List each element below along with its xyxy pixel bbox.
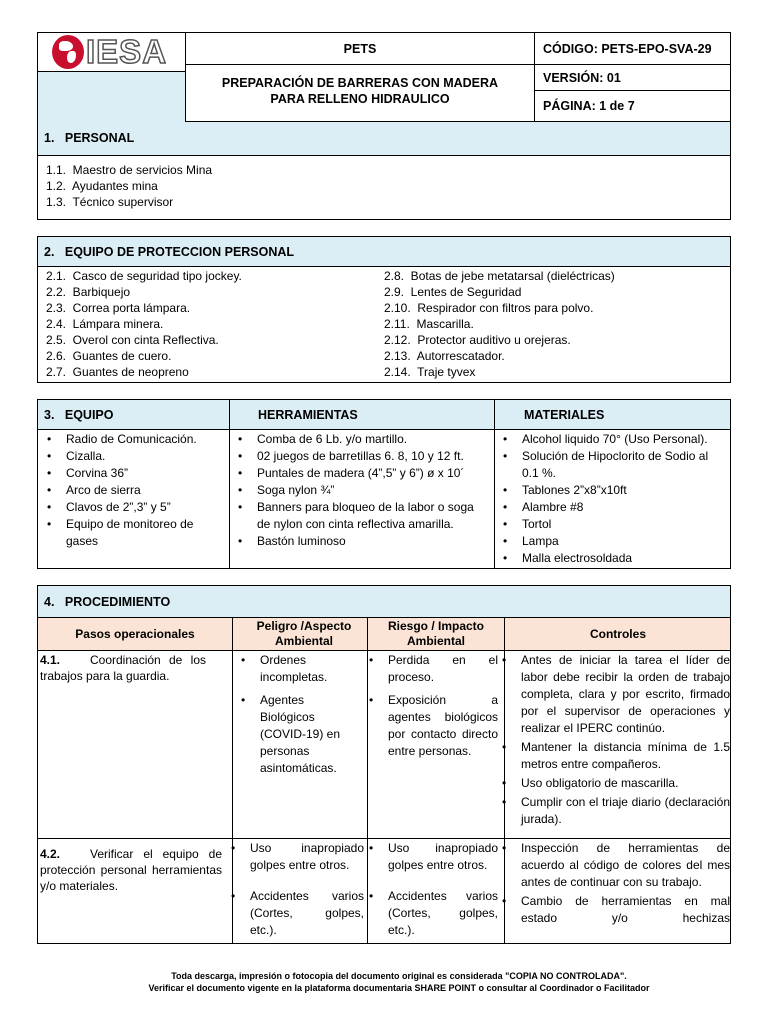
step-text <box>40 652 206 684</box>
risks-list <box>368 652 502 760</box>
col-divider <box>229 430 230 568</box>
doc-type: PETS <box>186 33 534 65</box>
herramienta-item: • Puntales de madera (4”,5” y 6”) ø x 10´ <box>257 465 493 482</box>
epp-item: 2.2. Barbiquejo <box>46 285 131 299</box>
herramienta-item: • Soga nylon ¾” <box>257 482 493 499</box>
control-item: • Inspección de herramientas de acuerdo al código de colores del mes antes de continuar con su trabajo. <box>521 840 730 891</box>
herramienta-item: • Comba de 6 Lb. y/o martillo. <box>257 431 493 448</box>
material-item: • Malla electrosoldada <box>522 550 726 567</box>
col-divider <box>232 618 233 650</box>
epp-item: 2.6. Guantes de cuero. <box>46 349 172 363</box>
section-2-header <box>37 236 731 267</box>
herramientas-title: HERRAMIENTAS <box>258 408 358 422</box>
th-peligro: Peligro /Aspecto Ambiental <box>256 619 352 648</box>
procedure-row <box>37 651 731 839</box>
section-3-col1-title <box>44 408 113 422</box>
epp-item: 2.1. Casco de seguridad tipo jockey. <box>46 269 242 283</box>
equipo-item: • Clavos de 2”,3” y 5” <box>66 499 216 516</box>
header-strip <box>37 122 731 156</box>
hazards-list <box>234 840 364 939</box>
col-divider <box>494 400 495 430</box>
epp-item: 2.7. Guantes de neopreno <box>46 365 189 379</box>
hazard-item: • Uso inapropiado golpes entre otros. <box>250 840 364 874</box>
th-controles: Controles <box>589 627 646 641</box>
risks-list <box>368 840 502 939</box>
step-description: Coordinación de los trabajos para la guardia. <box>40 653 206 683</box>
risk-item: • Accidentes varios (Cortes, golpes, etc.). <box>388 888 498 939</box>
epp-item: 2.14. Traje tyvex <box>384 365 476 379</box>
globe-logo-icon <box>52 35 84 69</box>
th-riesgo: Riesgo / Impacto Ambiental <box>387 619 485 648</box>
step-text <box>40 846 222 894</box>
section-1-body <box>37 156 731 220</box>
epp-item: 2.12. Protector auditivo u orejeras. <box>384 333 571 347</box>
equipo-item: • Arco de sierra <box>66 482 216 499</box>
herramientas-list <box>231 431 493 550</box>
epp-item: 2.5. Overol con cinta Reflectiva. <box>46 333 219 347</box>
col-divider <box>494 430 495 568</box>
col-divider <box>232 651 233 838</box>
personal-item: 1.2. Ayudantes mina <box>46 179 158 193</box>
section-4-header <box>37 585 731 618</box>
doc-version: VERSIÓN: 01 <box>534 65 731 91</box>
step-description: Verificar el equipo de protección personal herramientas y/o materiales. <box>40 847 222 893</box>
step-number: 4.2. <box>40 847 61 861</box>
materiales-list <box>496 431 726 567</box>
risk-item: • Uso inapropiado golpes entre otros. <box>388 840 498 874</box>
equipo-item: • Radio de Comunicación. <box>66 431 216 448</box>
material-item: • Lampa <box>522 533 726 550</box>
epp-item: 2.4. Lámpara minera. <box>46 317 164 331</box>
material-item: • Solución de Hipoclorito de Sodio al 0.1 %. <box>522 448 726 482</box>
epp-item: 2.10. Respirador con filtros para polvo. <box>384 301 594 315</box>
doc-page: PÁGINA: 1 de 7 <box>534 91 731 122</box>
control-item: • Antes de iniciar la tarea el líder de labor debe recibir la orden de trabajo completa, clara y por escrito, firmado por el supervisor de operaciones y realizar el IPERC continúo. <box>521 652 730 737</box>
equipo-title: EQUIPO <box>64 408 114 422</box>
hazards-list <box>234 652 350 777</box>
col-divider <box>367 618 368 650</box>
risk-item: • Perdida en el proceso. <box>388 652 498 686</box>
step-number: 4.1. <box>40 653 61 667</box>
doc-title-line2: PARA RELLENO HIDRAULICO <box>270 92 450 106</box>
equipo-list <box>40 431 216 550</box>
logo-text: IESA <box>86 33 168 70</box>
logo-lower-blue <box>38 71 186 122</box>
herramienta-item: • Banners para bloqueo de la labor o soga de nylon con cinta reflectiva amarilla. <box>257 499 477 533</box>
equipo-item: • Equipo de monitoreo de gases <box>66 516 216 550</box>
epp-left-list <box>46 268 376 380</box>
hazard-item: • Ordenes incompletas. <box>260 652 334 686</box>
section-3-body <box>37 430 731 569</box>
section-1-number: 1. <box>44 131 55 145</box>
procedure-table-header <box>37 618 731 651</box>
material-item: • Alcohol liquido 70° (Uso Personal). <box>522 431 726 448</box>
header-block <box>37 32 731 122</box>
section-4-number: 4. <box>44 595 55 609</box>
material-item: • Tablones 2”x8”x10ft <box>522 482 726 499</box>
col-divider <box>229 400 230 430</box>
section-1-title <box>44 131 134 145</box>
epp-item: 2.8. Botas de jebe metatarsal (dieléctricas) <box>384 269 615 283</box>
equipo-item: • Cizalla. <box>66 448 216 465</box>
hazard-item: • Agentes Biológicos (COVID-19) en personas asintomáticas. <box>260 692 350 777</box>
material-item: • Alambre #8 <box>522 499 726 516</box>
section-2-body <box>37 267 731 383</box>
herramienta-item: • 02 juegos de barretillas 6. 8, 10 y 12 ft. <box>257 448 493 465</box>
footer-line1: Toda descarga, impresión o fotocopia del documento original es considerada "COPIA NO CONTROLADA". <box>171 971 627 981</box>
controls-list <box>505 840 730 927</box>
procedure-row <box>37 839 731 944</box>
footer-line2: Verificar el documento vigente en la plataforma documentaria SHARE POINT o consultar al Coordinador o Facilitador <box>148 983 650 993</box>
equipo-item: • Corvina 36” <box>66 465 216 482</box>
doc-title-line1: PREPARACIÓN DE BARRERAS CON MADERA <box>221 76 499 90</box>
personal-item: 1.1. Maestro de servicios Mina <box>46 163 213 177</box>
herramienta-item: • Bastón luminoso <box>257 533 493 550</box>
section-2-number: 2. <box>44 245 55 259</box>
epp-item: 2.9. Lentes de Seguridad <box>384 285 522 299</box>
doc-code: CÓDIGO: PETS-EPO-SVA-29 <box>534 33 731 65</box>
doc-title <box>186 75 534 107</box>
section-1-label: PERSONAL <box>64 131 135 145</box>
epp-item: 2.3. Correa porta lámpara. <box>46 301 191 315</box>
section-3-header <box>37 399 731 430</box>
footer-notice <box>0 970 768 994</box>
logo-cell <box>38 33 186 71</box>
controls-list <box>505 652 730 828</box>
section-3-number: 3. <box>44 408 55 422</box>
personal-item: 1.3. Técnico supervisor <box>46 195 174 209</box>
epp-right-list <box>384 268 724 380</box>
risk-item: • Exposición a agentes biológicos por contacto directo entre personas. <box>388 692 498 760</box>
epp-item: 2.11. Mascarilla. <box>384 317 474 331</box>
control-item: • Mantener la distancia mínima de 1.5 metros entre compañeros. <box>521 739 730 773</box>
control-item: • Cambio de herramientas en mal estado y/o hechizas <box>521 893 730 927</box>
section-4-label: PROCEDIMIENTO <box>64 595 171 609</box>
control-item: • Uso obligatorio de mascarilla. <box>521 775 730 792</box>
section-4-title <box>44 595 170 609</box>
hazard-item: • Accidentes varios (Cortes, golpes, etc.). <box>250 888 364 939</box>
materiales-title: MATERIALES <box>524 408 605 422</box>
epp-item: 2.13. Autorrescatador. <box>384 349 505 363</box>
th-pasos: Pasos operacionales <box>75 627 195 641</box>
section-2-title <box>44 245 294 259</box>
section-2-label: EQUIPO DE PROTECCION PERSONAL <box>64 245 295 259</box>
material-item: • Tortol <box>522 516 726 533</box>
control-item: • Cumplir con el triaje diario (declaración jurada). <box>521 794 730 828</box>
